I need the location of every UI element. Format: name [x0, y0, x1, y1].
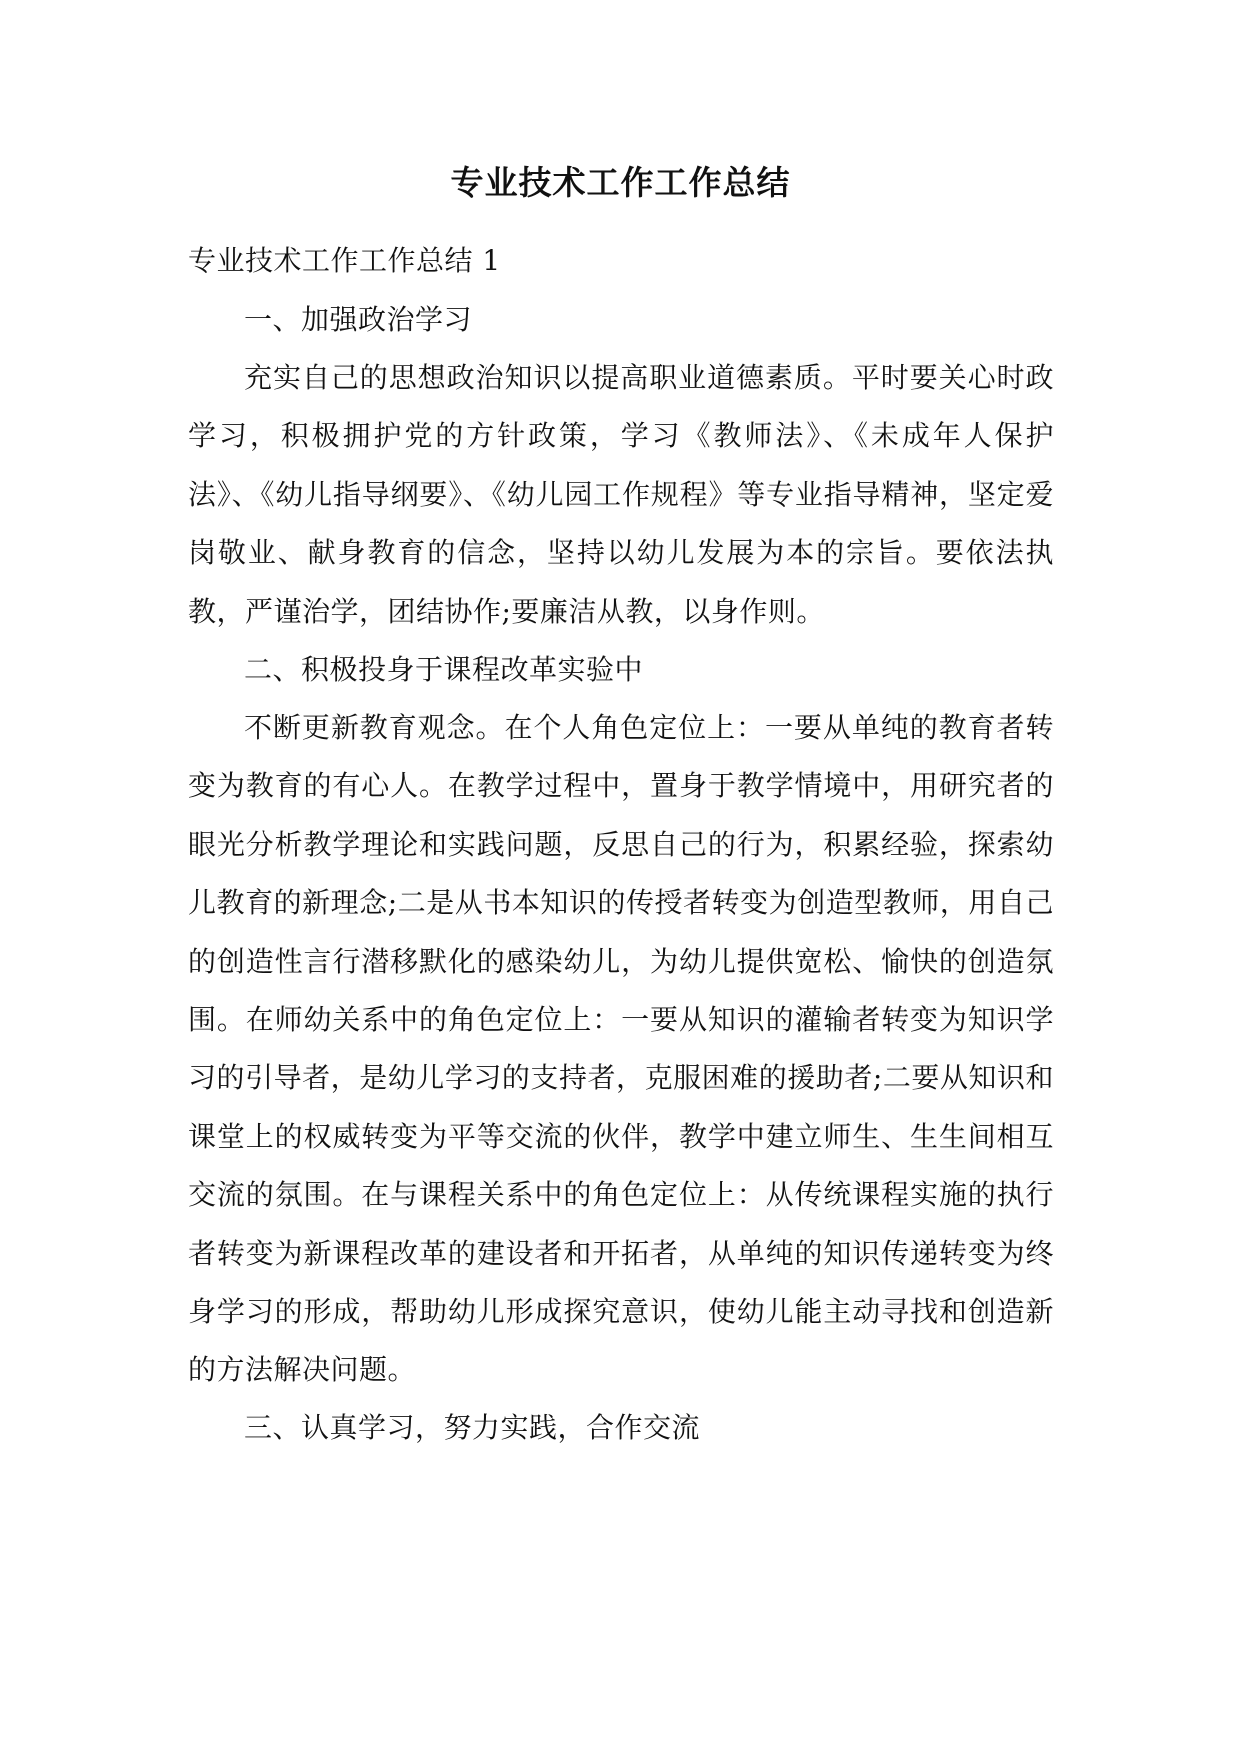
section-1-heading: 一、加强政治学习	[244, 303, 473, 336]
section-2-body: 不断更新教育观念。在个人角色定位上：一要从单纯的教育者转变为教育的有心人。在教学过程中，置身于教学情境中，用研究者的眼光分析教学理论和实践问题，反思自己的行为，积累经验，探索幼儿教育的新理念;二是从书本知识的传授者转变为创造型教师，用自己的创造性言行潜移默化的感染幼儿，为幼儿提供宽松、愉快的创造氛围。在师幼关系中的角色定位上：一要从知识的灌输者转变为知识学习的引导者，是幼儿学习的支持者，克服困难的援助者;二要从知识和课堂上的权威转变为平等交流的伙伴，教学中建立师生、生生间相互交流的氛围。在与课程关系中的角色定位上：从传统课程实施的执行者转变为新课程改革的建设者和开拓者，从单纯的知识传递转变为终身学习的形成，帮助幼儿形成探究意识，使幼儿能主动寻找和创造新的方法解决问题。	[188, 711, 1054, 1387]
document-title: 专业技术工作工作总结	[450, 163, 791, 202]
document-subtitle: 专业技术工作工作总结 1	[188, 244, 501, 277]
section-3-heading: 三、认真学习，努力实践，合作交流	[244, 1411, 701, 1444]
section-1-body: 充实自己的思想政治知识以提高职业道德素质。平时要关心时政学习，积极拥护党的方针政策，学习《教师法》、《未成年人保护法》、《幼儿指导纲要》、《幼儿园工作规程》等专业指导精神，坚定爱岗敬业、献身教育的信念，坚持以幼儿发展为本的宗旨。要依法执教，严谨治学，团结协作;要廉洁从教，以身作则。	[188, 361, 1054, 628]
section-2-heading: 二、积极投身于课程改革实验中	[244, 653, 644, 686]
